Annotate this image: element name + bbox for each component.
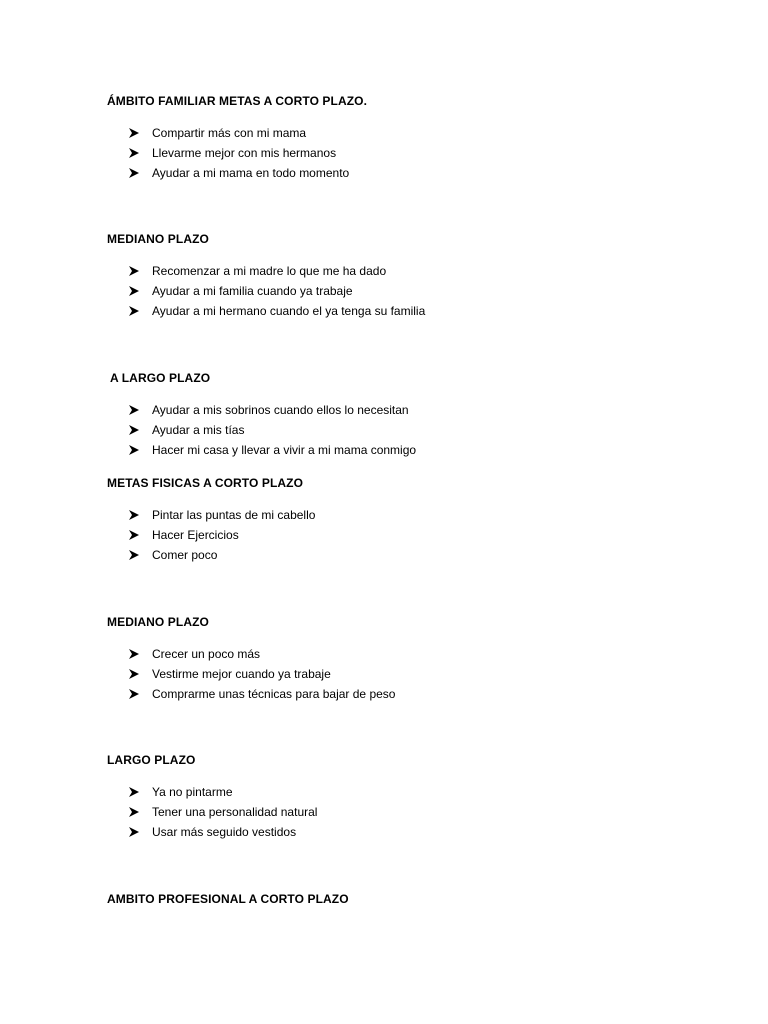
section-heading: AMBITO PROFESIONAL A CORTO PLAZO [107,892,349,906]
arrowhead-bullet-icon [129,445,139,455]
section-heading: MEDIANO PLAZO [107,615,209,629]
arrowhead-bullet-icon [129,128,139,138]
section-heading: METAS FISICAS A CORTO PLAZO [107,476,304,490]
arrowhead-bullet-icon [129,550,139,560]
list-item-text: Pintar las puntas de mi cabello [152,508,316,522]
arrowhead-bullet-icon [129,306,139,316]
arrowhead-bullet-icon [129,649,139,659]
list-item-text: Ayudar a mi mama en todo momento [152,166,350,180]
arrowhead-bullet-icon [129,689,139,699]
list-item-text: Ayudar a mis tías [152,423,245,437]
arrowhead-bullet-icon [129,807,139,817]
arrowhead-bullet-icon [129,286,139,296]
arrowhead-bullet-icon [129,669,139,679]
list-item-text: Llevarme mejor con mis hermanos [152,146,337,160]
arrowhead-bullet-icon [129,266,139,276]
list-item-text: Ayudar a mi hermano cuando el ya tenga su familia [152,304,426,318]
section-heading: ÁMBITO FAMILIAR METAS A CORTO PLAZO. [107,94,368,108]
list-item-text: Crecer un poco más [152,647,261,661]
list-item-text: Usar más seguido vestidos [152,825,297,839]
list-item-text: Hacer Ejercicios [152,528,239,542]
list-item-text: Comer poco [152,548,218,562]
arrowhead-bullet-icon [129,425,139,435]
list-item-text: Tener una personalidad natural [152,805,318,819]
list-item-text: Vestirme mejor cuando ya trabaje [152,667,331,681]
list-item-text: Ayudar a mi familia cuando ya trabaje [152,284,353,298]
list-item-text: Hacer mi casa y llevar a vivir a mi mama conmigo [152,443,417,457]
arrowhead-bullet-icon [129,787,139,797]
arrowhead-bullet-icon [129,827,139,837]
list-item-text: Recomenzar a mi madre lo que me ha dado [152,264,387,278]
arrowhead-bullet-icon [129,530,139,540]
section-heading: LARGO PLAZO [107,753,196,767]
list-item-text: Ayudar a mis sobrinos cuando ellos lo necesitan [152,403,409,417]
section-heading: A LARGO PLAZO [110,371,211,385]
list-item-text: Compartir más con mi mama [152,126,307,140]
list-item-text: Comprarme unas técnicas para bajar de peso [152,687,396,701]
list-item-text: Ya no pintarme [152,785,233,799]
arrowhead-bullet-icon [129,168,139,178]
arrowhead-bullet-icon [129,148,139,158]
section-heading: MEDIANO PLAZO [107,232,209,246]
arrowhead-bullet-icon [129,405,139,415]
arrowhead-bullet-icon [129,510,139,520]
